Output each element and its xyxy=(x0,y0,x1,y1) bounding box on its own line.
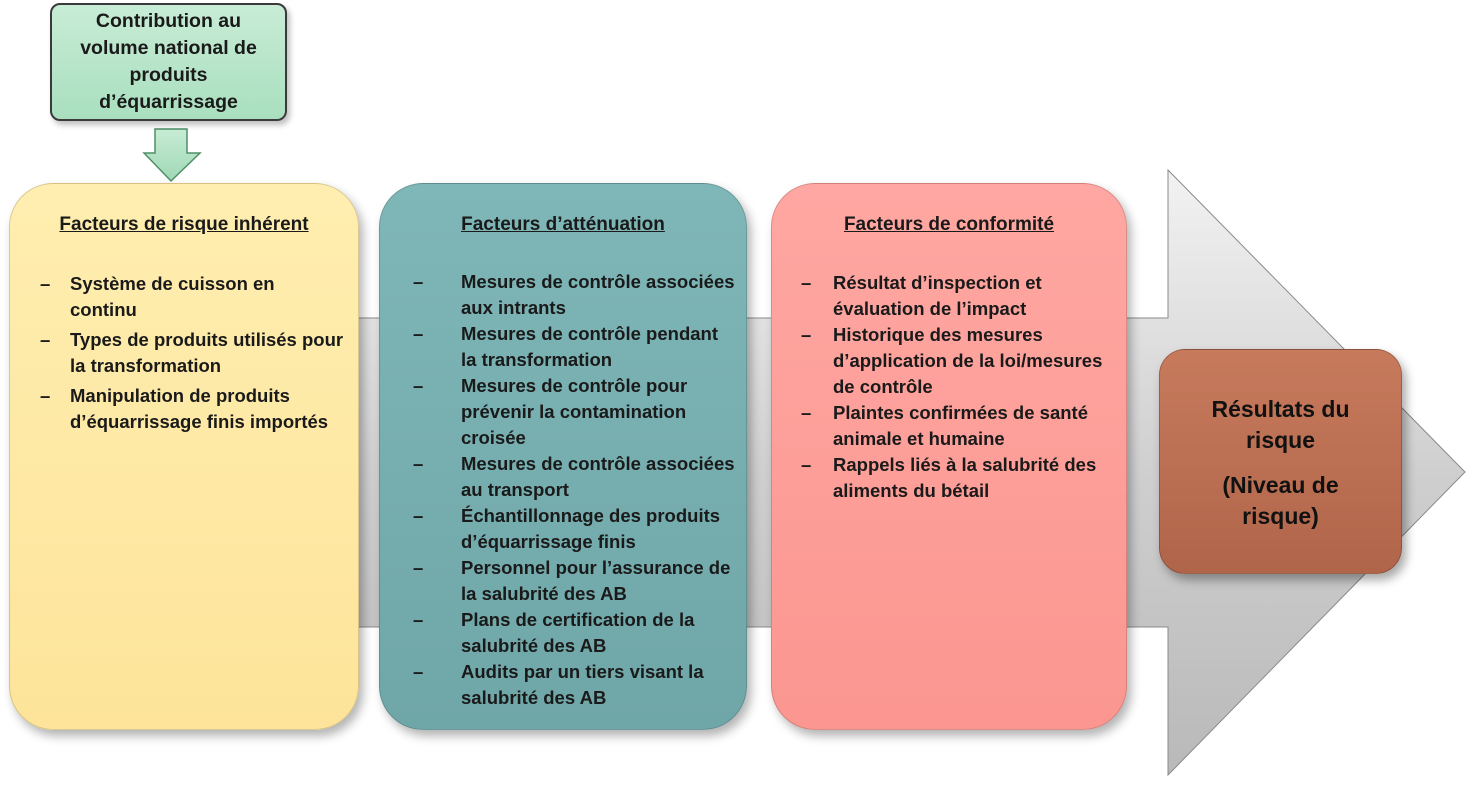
list-item-text: Mesures de contrôle associées aux intrants xyxy=(461,271,735,318)
list-item xyxy=(40,271,345,323)
list-item-text: Échantillonnage des produits d’équarrissage finis xyxy=(461,505,721,552)
dash-bullet-icon: – xyxy=(413,557,424,578)
mitigation-panel xyxy=(379,183,747,730)
mitigation-title: Facteurs d’atténuation xyxy=(461,214,665,235)
mitigation-list xyxy=(413,269,736,711)
list-item-text: Rappels liés à la salubrité des aliments du bétail xyxy=(833,454,1097,501)
risk-result-title: Résultats du risque xyxy=(1211,396,1350,453)
list-item-text: Historique des mesures d’application de la loi/mesures de contrôle xyxy=(833,324,1103,397)
dash-bullet-icon: – xyxy=(40,385,51,406)
inherent-risk-panel xyxy=(9,183,359,730)
inherent-risk-title: Facteurs de risque inhérent xyxy=(59,214,309,235)
list-item xyxy=(40,383,345,435)
compliance-panel xyxy=(771,183,1127,730)
dash-bullet-icon: – xyxy=(413,661,424,682)
list-item xyxy=(413,503,736,555)
list-item-text: Types de produits utilisés pour la transformation xyxy=(70,329,344,376)
volume-contribution-box xyxy=(50,3,287,121)
list-item xyxy=(413,373,736,451)
list-item-text: Mesures de contrôle associées au transport xyxy=(461,453,735,500)
compliance-title: Facteurs de conformité xyxy=(843,214,1055,235)
dash-bullet-icon: – xyxy=(413,271,424,292)
list-item xyxy=(413,607,736,659)
dash-bullet-icon: – xyxy=(413,323,424,344)
list-item-text: Résultat d’inspection et évaluation de l’impact xyxy=(833,272,1042,319)
dash-bullet-icon: – xyxy=(801,454,812,475)
list-item-text: Mesures de contrôle pendant la transformation xyxy=(461,323,718,370)
dash-bullet-icon: – xyxy=(40,273,51,294)
dash-bullet-icon: – xyxy=(413,453,424,474)
list-item-text: Plaintes confirmées de santé animale et humaine xyxy=(833,402,1088,449)
list-item xyxy=(413,659,736,711)
dash-bullet-icon: – xyxy=(801,272,812,293)
list-item xyxy=(801,400,1123,452)
dash-bullet-icon: – xyxy=(801,324,812,345)
list-item xyxy=(801,452,1123,504)
dash-bullet-icon: – xyxy=(413,609,424,630)
list-item xyxy=(413,269,736,321)
list-item-text: Système de cuisson en continu xyxy=(70,273,275,320)
list-item xyxy=(801,322,1123,400)
list-item xyxy=(413,555,736,607)
dash-bullet-icon: – xyxy=(413,375,424,396)
risk-level-label: (Niveau de risque) xyxy=(1222,472,1339,529)
list-item-text: Audits par un tiers visant la salubrité des AB xyxy=(461,661,704,708)
list-item xyxy=(801,270,1123,322)
list-item xyxy=(413,451,736,503)
list-item-text: Personnel pour l’assurance de la salubrité des AB xyxy=(461,557,731,604)
list-item-text: Plans de certification de la salubrité des AB xyxy=(461,609,695,656)
compliance-list xyxy=(801,270,1123,504)
dash-bullet-icon: – xyxy=(40,329,51,350)
dash-bullet-icon: – xyxy=(801,402,812,423)
volume-contribution-label: Contribution au volume national de produits d’équarrissage xyxy=(80,10,257,113)
list-item-text: Mesures de contrôle pour prévenir la contamination croisée xyxy=(461,375,688,448)
inherent-risk-list xyxy=(40,271,345,439)
down-arrow-icon xyxy=(141,127,203,183)
list-item xyxy=(40,327,345,379)
risk-result-box xyxy=(1159,349,1402,574)
list-item-text: Manipulation de produits d’équarrissage finis importés xyxy=(70,385,329,432)
list-item xyxy=(413,321,736,373)
dash-bullet-icon: – xyxy=(413,505,424,526)
